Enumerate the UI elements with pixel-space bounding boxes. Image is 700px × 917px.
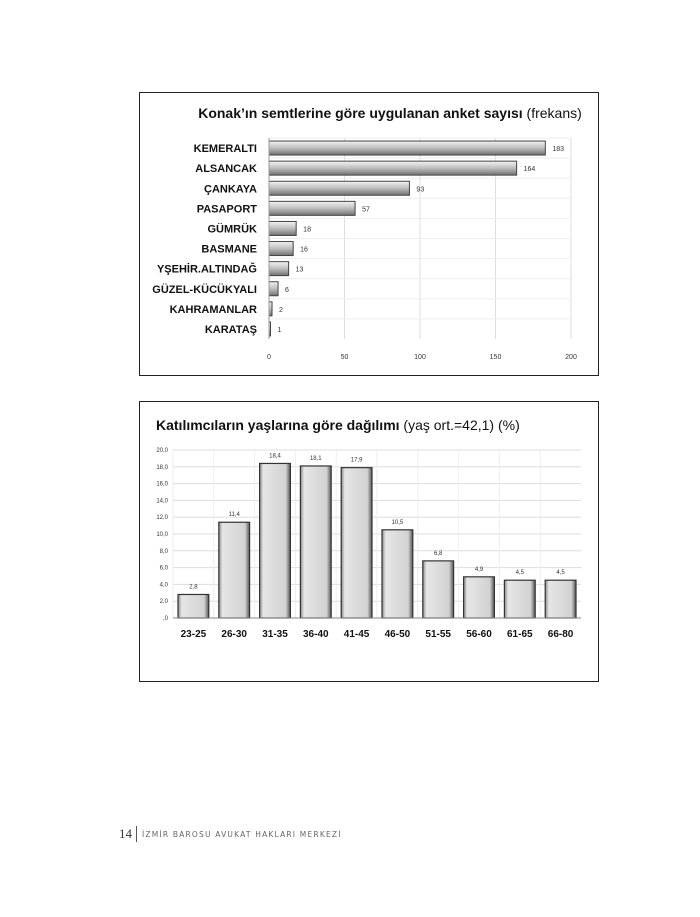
category-label: 61-65: [507, 629, 533, 640]
bar: [269, 141, 545, 155]
bar: [300, 466, 331, 618]
y-tick-label: ,0: [162, 616, 168, 622]
bar-chart-ages: [140, 402, 598, 681]
data-label: 57: [362, 206, 370, 214]
data-label: 17,9: [350, 457, 363, 464]
y-tick-label: 12,0: [156, 515, 168, 522]
footer-divider: [136, 826, 137, 842]
x-tick-label: 100: [414, 354, 426, 361]
data-label: 4,9: [474, 566, 484, 573]
bar: [341, 468, 372, 618]
data-label: 4,5: [556, 570, 565, 577]
y-tick-label: 2,0: [159, 599, 168, 606]
page-number: 14: [119, 826, 132, 841]
x-tick-label: 0: [267, 354, 271, 361]
category-label: KEMERALTI: [193, 143, 257, 156]
page-footer: [119, 826, 342, 842]
data-label: 93: [416, 186, 425, 194]
bar: [219, 522, 250, 618]
x-tick-label: 200: [565, 354, 577, 361]
bar-chart-districts: [140, 93, 598, 375]
data-label: 18,1: [309, 455, 322, 462]
bar: [545, 580, 576, 618]
y-tick-label: 14,0: [156, 498, 168, 505]
footer-organization: İZMİR BAROSU AVUKAT HAKLARI MERKEZİ: [142, 829, 342, 839]
chart-survey-count-by-district: [139, 92, 599, 376]
data-label: 4,5: [515, 570, 524, 577]
bar: [269, 282, 278, 296]
category-label: 51-55: [425, 629, 451, 640]
data-label: 6,8: [434, 550, 443, 557]
data-label: 16: [300, 246, 308, 254]
data-label: 11,4: [228, 512, 240, 519]
category-label: 36-40: [303, 629, 329, 640]
bar: [178, 594, 209, 618]
category-label: YŞEHİR.ALTINDAĞ: [156, 263, 257, 276]
category-label: GÜZEL-KÜCÜKYALI: [152, 283, 257, 296]
data-label: 18,4: [269, 453, 281, 460]
y-tick-label: 8,0: [159, 548, 168, 555]
y-tick-label: 6,0: [159, 565, 168, 572]
x-tick-label: 50: [340, 354, 349, 361]
category-label: ÇANKAYA: [204, 183, 257, 196]
bar: [464, 577, 495, 618]
category-label: KAHRAMANLAR: [169, 303, 257, 316]
data-label: 164: [523, 166, 536, 174]
bar: [269, 242, 293, 256]
x-tick-label: 150: [489, 354, 502, 361]
data-label: 1: [277, 326, 282, 334]
category-label: 46-50: [384, 629, 411, 640]
data-label: 2,8: [189, 584, 198, 591]
bar: [269, 201, 355, 215]
category-label: 41-45: [343, 629, 370, 640]
bar: [269, 161, 517, 175]
y-tick-label: 10,0: [156, 532, 168, 538]
bar: [269, 262, 289, 276]
y-tick-label: 16,0: [156, 481, 168, 488]
bar: [269, 221, 296, 235]
category-label: 26-30: [221, 629, 247, 640]
chart-title: Katılımcıların yaşlarına göre dağılımı (yaş ort.=42,1) (%): [156, 417, 520, 433]
data-label: 10,5: [391, 519, 404, 526]
category-label: KARATAŞ: [204, 323, 257, 336]
category-label: 66-80: [547, 629, 574, 640]
data-label: 6: [285, 286, 289, 294]
category-label: PASAPORT: [196, 203, 257, 216]
y-tick-label: 4,0: [159, 582, 168, 589]
chart-title: Konak’ın semtlerine göre uygulanan anket sayısı (frekans): [198, 105, 582, 121]
data-label: 2: [279, 306, 283, 314]
bar: [260, 463, 291, 618]
category-label: 31-35: [262, 629, 288, 640]
category-label: 23-25: [180, 629, 207, 640]
category-label: BASMANE: [201, 243, 257, 256]
category-label: ALSANCAK: [195, 163, 257, 176]
data-label: 18: [303, 226, 311, 234]
bar: [504, 580, 535, 618]
data-label: 183: [552, 146, 565, 154]
category-label: 56-60: [466, 629, 492, 640]
bar: [423, 561, 454, 618]
bar: [269, 181, 409, 195]
category-label: GÜMRÜK: [207, 223, 257, 236]
y-tick-label: 20,0: [156, 448, 168, 454]
chart-age-distribution: [139, 401, 599, 682]
data-label: 13: [295, 266, 304, 274]
y-tick-label: 18,0: [156, 464, 168, 471]
bar: [382, 530, 413, 618]
